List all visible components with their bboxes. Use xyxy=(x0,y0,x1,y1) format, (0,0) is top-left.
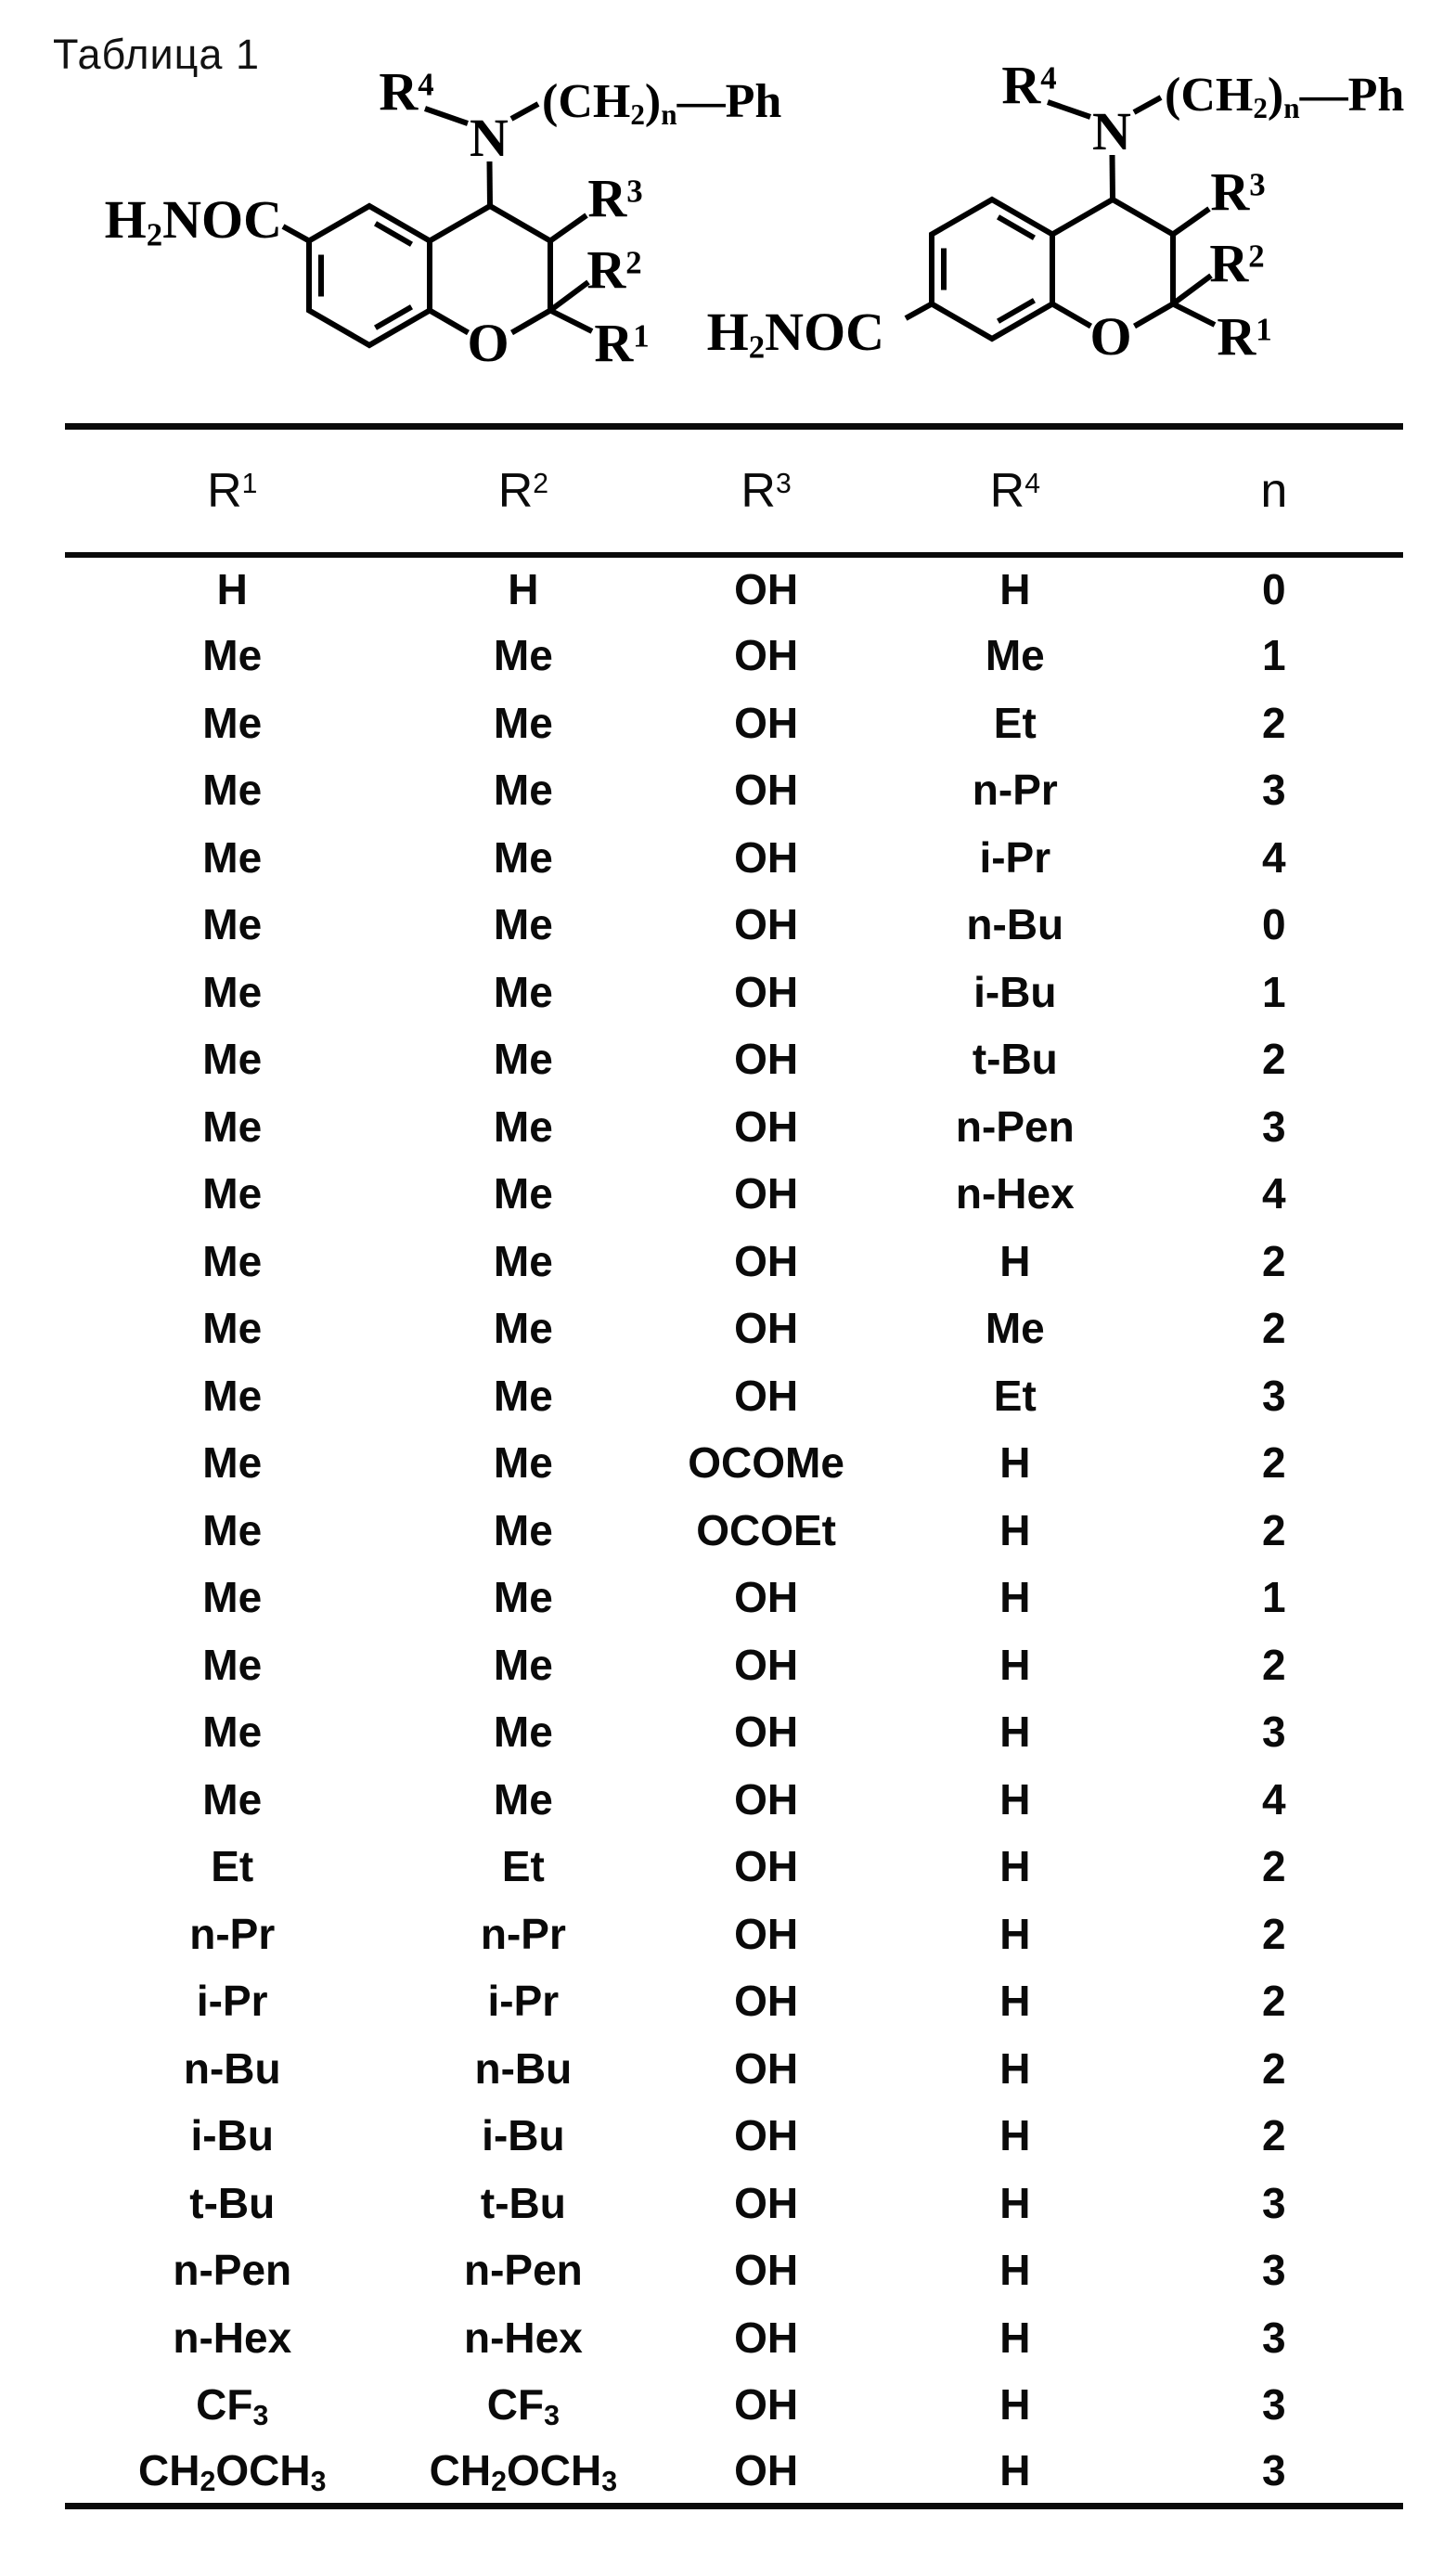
table-cell: i-Pr xyxy=(196,1977,268,2026)
table-cell: Me xyxy=(202,631,263,680)
left-nitrogen-label: N xyxy=(470,108,509,168)
table-cell: 3 xyxy=(1262,2380,1286,2430)
table-cell: 2 xyxy=(1262,698,1286,747)
page-title: Таблица 1 xyxy=(53,31,260,78)
table-cell: H xyxy=(999,565,1031,614)
bond xyxy=(430,311,469,333)
bond xyxy=(550,311,592,332)
table-cell: Me xyxy=(493,1035,553,1084)
table-cell: n-Pr xyxy=(480,1909,566,1958)
table-cell: H xyxy=(999,1842,1031,1891)
table-cell: 3 xyxy=(1262,1371,1286,1420)
table-cell: n-Hex xyxy=(955,1169,1075,1218)
table-cell: Me xyxy=(202,1236,263,1285)
table-cell: Me xyxy=(202,1102,263,1151)
table-cell: n-Pr xyxy=(972,766,1058,815)
table-cell: Et xyxy=(501,1842,545,1891)
table-cell: 2 xyxy=(1262,1640,1286,1689)
table-row xyxy=(65,2236,1403,2304)
table-cell: OH xyxy=(734,631,799,680)
table-cell: OH xyxy=(734,766,799,815)
table-cell: Me xyxy=(493,1774,553,1824)
bond xyxy=(1052,304,1091,327)
table-cell: Me xyxy=(493,967,553,1016)
table-cell: 3 xyxy=(1262,1102,1286,1151)
table-row xyxy=(65,891,1403,959)
table-row xyxy=(65,1698,1403,1766)
table-cell: 0 xyxy=(1262,900,1286,949)
table-cell: Me xyxy=(493,1102,553,1151)
table-cell: Me xyxy=(202,1505,263,1554)
table-cell: H xyxy=(999,1438,1031,1488)
table-cell: H xyxy=(999,2246,1031,2295)
table-cell: 2 xyxy=(1262,1236,1286,1285)
table-cell: OH xyxy=(734,1102,799,1151)
table-cell: 4 xyxy=(1262,1169,1286,1218)
header-r3: $R^3$ xyxy=(741,463,792,518)
table-cell: Me xyxy=(493,631,553,680)
right-nitrogen-label: N xyxy=(1092,101,1131,161)
table-cell: i-Pr xyxy=(487,1977,560,2026)
bond xyxy=(283,226,309,241)
table-cell: Me xyxy=(493,1505,553,1554)
bond xyxy=(550,282,588,311)
table-cell: 2 xyxy=(1262,1304,1286,1353)
table-cell: Me xyxy=(202,1169,263,1218)
table-row xyxy=(65,1160,1403,1228)
bond xyxy=(1173,276,1211,304)
table-row xyxy=(65,756,1403,824)
bond xyxy=(906,304,932,319)
table-cell: Me xyxy=(202,766,263,815)
table-cell: H xyxy=(999,2446,1031,2494)
table-cell: H xyxy=(999,2313,1031,2362)
table-cell: $CH_2OCH_3$ xyxy=(138,2446,327,2498)
table-row xyxy=(65,1025,1403,1093)
table-cell: Me xyxy=(493,1236,553,1285)
table-cell: Me xyxy=(493,1573,553,1622)
right-oxygen-label: O xyxy=(1089,306,1132,367)
table-cell: OCOMe xyxy=(688,1438,844,1488)
table-cell: OH xyxy=(734,2178,799,2227)
bond xyxy=(490,161,491,206)
table-cell: OH xyxy=(734,900,799,949)
table-row xyxy=(65,2371,1403,2439)
table-row xyxy=(65,824,1403,892)
chem-structure-right xyxy=(906,97,1215,339)
right-r1-label: $R^1$ xyxy=(1217,306,1272,367)
table-cell: n-Hex xyxy=(463,2313,583,2362)
bond xyxy=(512,311,551,333)
bond xyxy=(550,215,586,241)
table-cell: n-Bu xyxy=(966,900,1064,949)
table-cell: H xyxy=(999,1977,1031,2026)
substituent-table xyxy=(65,423,1403,2509)
table-cell: n-Hex xyxy=(173,2313,292,2362)
table-cell: Me xyxy=(493,766,553,815)
right-r2-label: $R^2$ xyxy=(1209,233,1265,293)
table-cell: H xyxy=(999,1236,1031,1285)
table-cell: H xyxy=(508,565,539,614)
table-row xyxy=(65,1295,1403,1362)
table-cell: 3 xyxy=(1262,1708,1286,1757)
table-cell: 0 xyxy=(1262,565,1286,614)
table-cell: OH xyxy=(734,1236,799,1285)
table-cell: OH xyxy=(734,1169,799,1218)
table-cell: H xyxy=(999,2111,1031,2160)
benzene-ring xyxy=(932,200,1052,339)
table-row xyxy=(65,2102,1403,2170)
table-row xyxy=(65,1228,1403,1295)
table-cell: Me xyxy=(202,698,263,747)
right-r4-label: $R^4$ xyxy=(1001,55,1057,115)
table-cell: OH xyxy=(734,1640,799,1689)
table-cell: Me xyxy=(493,1438,553,1488)
table-cell: 4 xyxy=(1262,832,1286,882)
table-cell: 3 xyxy=(1262,2178,1286,2227)
table-row xyxy=(65,1564,1403,1631)
table-row xyxy=(65,1362,1403,1430)
table-row xyxy=(65,2439,1403,2507)
table-cell: H xyxy=(999,1640,1031,1689)
table-cell: OH xyxy=(734,1774,799,1824)
table-row xyxy=(65,1093,1403,1161)
left-r2-label: $R^2$ xyxy=(586,239,642,300)
bond xyxy=(1173,304,1215,326)
table-cell: Me xyxy=(202,1774,263,1824)
table-cell: Et xyxy=(211,1842,254,1891)
table-cell: H xyxy=(999,2380,1031,2430)
table-cell: OH xyxy=(734,565,799,614)
table-cell: Me xyxy=(493,900,553,949)
table-cell: Me xyxy=(202,967,263,1016)
table-cell: H xyxy=(999,1573,1031,1622)
table-cell: OH xyxy=(734,1708,799,1757)
left-chain-label: $(CH_2)_n—Ph$ xyxy=(542,75,782,131)
table-row xyxy=(65,1967,1403,2035)
table-cell: Me xyxy=(493,1304,553,1353)
right-carbamoyl-label: $H_2NOC$ xyxy=(706,302,884,366)
table-row xyxy=(65,2304,1403,2372)
table-cell: n-Pr xyxy=(189,1909,276,1958)
table-cell: 2 xyxy=(1262,2043,1286,2093)
left-r1-label: $R^1$ xyxy=(594,313,650,373)
table-cell: 2 xyxy=(1262,1842,1286,1891)
table-cell: H xyxy=(999,2178,1031,2227)
table-cell: OH xyxy=(734,2111,799,2160)
table-cell: n-Pen xyxy=(173,2246,292,2295)
bond xyxy=(1134,97,1161,112)
table-cell: H xyxy=(216,565,248,614)
table-cell: OH xyxy=(734,698,799,747)
table-cell: OH xyxy=(734,967,799,1016)
table-cell: Me xyxy=(202,1573,263,1622)
table-cell: n-Bu xyxy=(183,2043,281,2093)
table-cell: i-Bu xyxy=(482,2111,565,2160)
left-oxygen-label: O xyxy=(467,313,509,373)
benzene-ring xyxy=(309,206,430,345)
bond xyxy=(1113,155,1114,200)
table-row xyxy=(65,1833,1403,1901)
table-cell: H xyxy=(999,1774,1031,1824)
table-cell: Me xyxy=(493,1169,553,1218)
table-cell: i-Bu xyxy=(973,967,1057,1016)
table-row xyxy=(65,2035,1403,2103)
table-cell: t-Bu xyxy=(480,2178,566,2227)
table-cell: $CF_3$ xyxy=(196,2380,269,2432)
table-cell: Me xyxy=(202,1035,263,1084)
right-r3-label: $R^3$ xyxy=(1210,161,1266,222)
table-cell: Me xyxy=(202,1438,263,1488)
table-cell: 3 xyxy=(1262,766,1286,815)
table-cell: Me xyxy=(202,1371,263,1420)
table-cell: 3 xyxy=(1262,2246,1286,2295)
table-cell: Me xyxy=(985,631,1045,680)
table-row xyxy=(65,690,1403,757)
table-cell: H xyxy=(999,1909,1031,1958)
table-cell: 1 xyxy=(1262,1573,1286,1622)
table-cell: n-Pen xyxy=(463,2246,583,2295)
table-cell: 2 xyxy=(1262,1505,1286,1554)
table-cell: t-Bu xyxy=(189,2178,276,2227)
table-cell: Me xyxy=(985,1304,1045,1353)
table-cell: i-Bu xyxy=(190,2111,274,2160)
table-cell: 2 xyxy=(1262,2111,1286,2160)
table-row xyxy=(65,622,1403,690)
table-cell: Me xyxy=(202,900,263,949)
table-cell: $CF_3$ xyxy=(486,2380,560,2432)
table-row xyxy=(65,1631,1403,1699)
table-cell: OCOEt xyxy=(696,1505,836,1554)
table-row xyxy=(65,1901,1403,1968)
table-cell: H xyxy=(999,1505,1031,1554)
table-cell: Me xyxy=(202,832,263,882)
table-cell: Me xyxy=(202,1304,263,1353)
table-cell: 1 xyxy=(1262,631,1286,680)
header-n: n xyxy=(1260,463,1288,518)
table-row xyxy=(65,2170,1403,2237)
table-row xyxy=(65,959,1403,1026)
table-cell: OH xyxy=(734,1842,799,1891)
table-cell: 2 xyxy=(1262,1909,1286,1958)
table-cell: 3 xyxy=(1262,2313,1286,2362)
table-cell: 3 xyxy=(1262,2446,1286,2494)
left-r4-label: $R^4$ xyxy=(379,61,434,122)
table-cell: OH xyxy=(734,2043,799,2093)
table-cell: OH xyxy=(734,1371,799,1420)
table-cell: 4 xyxy=(1262,1774,1286,1824)
right-chain-label: $(CH_2)_n—Ph$ xyxy=(1165,69,1405,124)
bond xyxy=(1173,209,1209,235)
table-cell: Me xyxy=(493,1708,553,1757)
bond xyxy=(511,104,538,119)
table-cell: 2 xyxy=(1262,1438,1286,1488)
table-cell: 1 xyxy=(1262,967,1286,1016)
table-cell: OH xyxy=(734,2380,799,2430)
table-cell: n-Pen xyxy=(955,1102,1075,1151)
table-cell: 2 xyxy=(1262,1035,1286,1084)
table-cell: OH xyxy=(734,1977,799,2026)
left-r3-label: $R^3$ xyxy=(587,168,643,228)
left-carbamoyl-label: $H_2NOC$ xyxy=(104,189,282,253)
table-row xyxy=(65,1429,1403,1497)
table-cell: t-Bu xyxy=(972,1035,1058,1084)
table-cell: Me xyxy=(493,1371,553,1420)
table-cell: Et xyxy=(993,698,1037,747)
table-cell: OH xyxy=(734,2446,799,2494)
table-cell: H xyxy=(999,2043,1031,2093)
table-cell: Me xyxy=(202,1708,263,1757)
bond xyxy=(1135,304,1174,327)
header-r4: $R^4$ xyxy=(989,463,1040,518)
table-body xyxy=(65,555,1403,2507)
table-cell: H xyxy=(999,1708,1031,1757)
table-header-row xyxy=(65,427,1403,555)
table-cell: Et xyxy=(993,1371,1037,1420)
table-row xyxy=(65,555,1403,623)
pyran-ring xyxy=(430,206,550,311)
header-r1: $R^1$ xyxy=(207,463,258,518)
chem-structure-left xyxy=(283,104,592,345)
table-cell: OH xyxy=(734,1573,799,1622)
table-cell: Me xyxy=(493,832,553,882)
table-cell: OH xyxy=(734,2313,799,2362)
table-cell: Me xyxy=(202,1640,263,1689)
table-row xyxy=(65,1497,1403,1565)
table-cell: OH xyxy=(734,1304,799,1353)
table-cell: $CH_2OCH_3$ xyxy=(429,2446,618,2498)
table-cell: i-Pr xyxy=(979,832,1051,882)
table-cell: OH xyxy=(734,2246,799,2295)
table-cell: 2 xyxy=(1262,1977,1286,2026)
table-cell: OH xyxy=(734,1035,799,1084)
table-cell: OH xyxy=(734,1909,799,1958)
table-row xyxy=(65,1766,1403,1834)
table-cell: Me xyxy=(493,698,553,747)
table-cell: n-Bu xyxy=(474,2043,573,2093)
pyran-ring xyxy=(1052,200,1173,304)
table-cell: OH xyxy=(734,832,799,882)
header-r2: $R^2$ xyxy=(497,463,549,518)
table-cell: Me xyxy=(493,1640,553,1689)
